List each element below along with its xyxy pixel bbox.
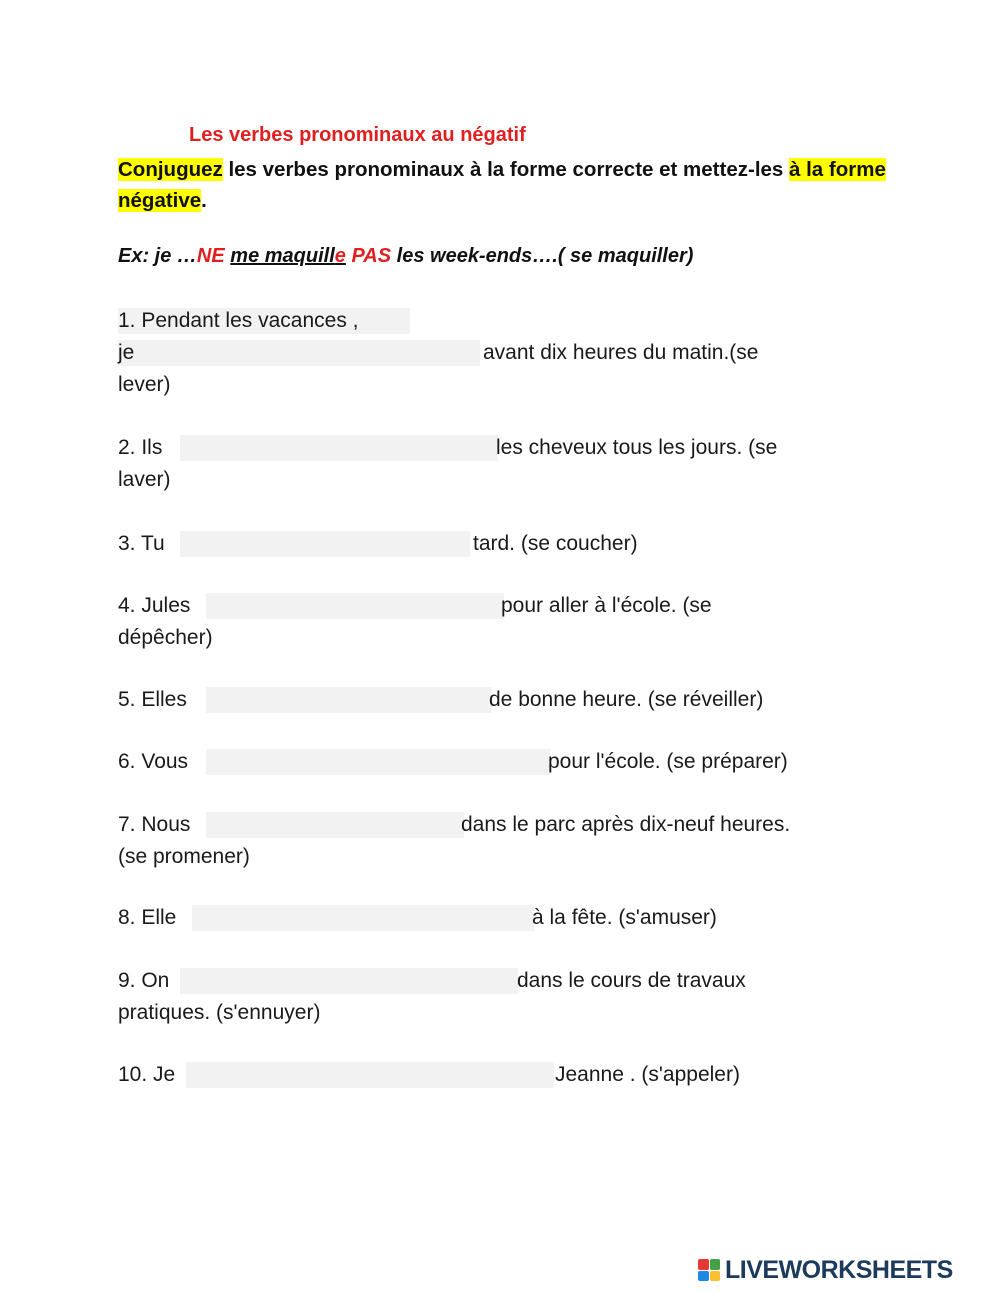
item-7-cont: (se promener) <box>118 845 250 868</box>
item-4-start: 4. Jules <box>118 594 191 617</box>
exercise-item-9 <box>118 965 888 1029</box>
answer-input-6[interactable] <box>206 749 550 775</box>
item-10-end: Jeanne . (s'appeler) <box>555 1063 740 1086</box>
exercise-item-2 <box>118 432 888 496</box>
exercise-item-6 <box>118 746 888 778</box>
answer-input-10[interactable] <box>186 1062 554 1088</box>
exercise-item-3 <box>118 528 888 560</box>
logo-blocks-icon <box>698 1259 720 1281</box>
instructions <box>118 154 888 216</box>
instruction-highlight-1: Conjuguez <box>118 158 223 181</box>
item-1-start: 1. Pendant les vacances , <box>118 309 359 332</box>
answer-input-2[interactable] <box>180 435 498 461</box>
example-sentence <box>118 245 693 268</box>
instruction-highlight-2: à la forme négative <box>118 158 886 212</box>
item-5-start: 5. Elles <box>118 688 187 711</box>
item-7-start: 7. Nous <box>118 813 191 836</box>
instruction-period: . <box>201 189 207 212</box>
item-7-end: dans le parc après dix-neuf heures. <box>461 813 791 836</box>
item-3-start: 3. Tu <box>118 532 165 555</box>
example-verb-ending: e <box>334 245 346 267</box>
item-2-start: 2. Ils <box>118 436 163 459</box>
example-verb <box>230 245 346 267</box>
answer-input-1[interactable] <box>148 340 480 366</box>
item-1-end: avant dix heures du matin.(se <box>483 341 759 364</box>
answer-input-3[interactable] <box>180 531 470 557</box>
example-prefix: Ex: je … <box>118 245 197 267</box>
logo-text: LIVEWORKSHEETS <box>725 1255 953 1284</box>
example-suffix: les week-ends….( se maquiller) <box>391 245 694 267</box>
instruction-text: les verbes pronominaux à la forme correcte et mettez-les <box>222 158 790 181</box>
item-3-end: tard. (se coucher) <box>473 532 638 555</box>
exercise-item-1 <box>118 305 888 401</box>
exercise-item-10 <box>118 1059 888 1091</box>
exercise-item-5 <box>118 684 888 716</box>
page-title: Les verbes pronominaux au négatif <box>189 124 526 146</box>
example-verb-stem: me maquill <box>230 245 335 267</box>
exercise-item-4 <box>118 590 888 654</box>
item-10-start: 10. Je <box>118 1063 176 1086</box>
item-5-end: de bonne heure. (se réveiller) <box>489 688 764 711</box>
example-pas: PAS <box>345 245 392 267</box>
item-2-cont: laver) <box>118 468 171 491</box>
liveworksheets-logo <box>698 1256 953 1284</box>
item-6-start: 6. Vous <box>118 750 189 773</box>
item-8-end: à la fête. (s'amuser) <box>532 906 717 929</box>
item-9-start: 9. On <box>118 969 170 992</box>
item-1-cont: lever) <box>118 373 171 396</box>
item-4-cont: dépêcher) <box>118 626 213 649</box>
item-2-end: les cheveux tous les jours. (se <box>496 436 778 459</box>
example-ne: NE <box>196 245 225 267</box>
item-9-end: dans le cours de travaux <box>517 969 746 992</box>
answer-input-4[interactable] <box>206 593 504 619</box>
item-1-line2-start: je <box>118 341 135 364</box>
answer-input-7[interactable] <box>206 812 464 838</box>
item-9-cont: pratiques. (s'ennuyer) <box>118 1001 321 1024</box>
exercise-item-8 <box>118 902 888 934</box>
item-8-start: 8. Elle <box>118 906 177 929</box>
item-4-end: pour aller à l'école. (se <box>501 594 712 617</box>
exercise-item-7 <box>118 809 888 873</box>
item-6-end: pour l'école. (se préparer) <box>548 750 788 773</box>
answer-input-9[interactable] <box>180 968 518 994</box>
answer-input-5[interactable] <box>206 687 492 713</box>
answer-input-8[interactable] <box>192 905 534 931</box>
